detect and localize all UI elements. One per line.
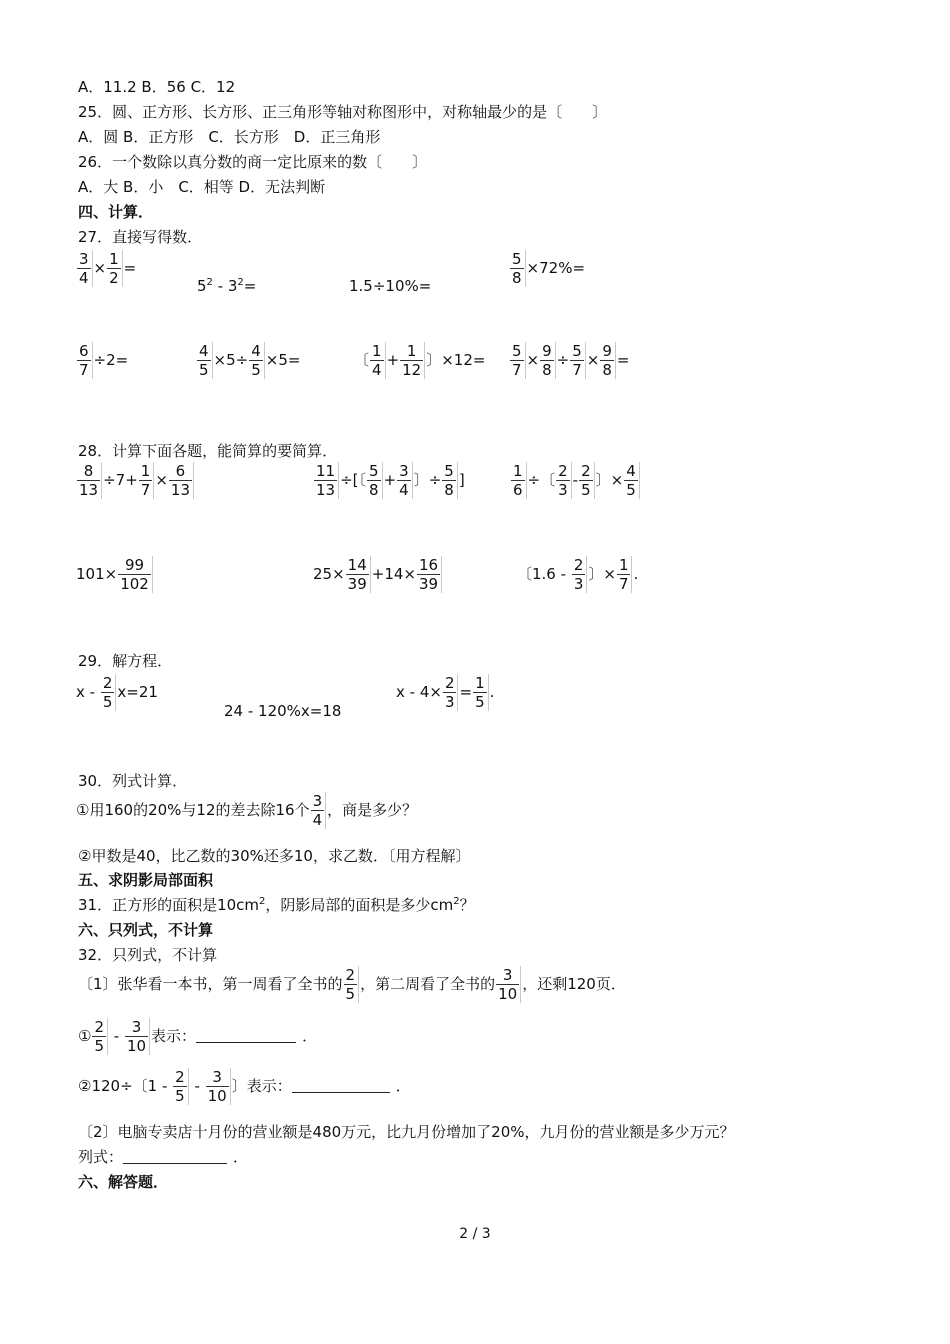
- q27-title: 27．直接写得数．: [78, 228, 203, 246]
- q29-expr-3: x - 4× $\frac{2}{3}$ = $\frac{1}{5}$ .: [396, 674, 495, 711]
- section-heading-5: 五、求阴影局部面积: [78, 871, 214, 889]
- page-number: 2 / 3: [459, 1226, 491, 1242]
- fraction: $\frac{3}{10}$: [496, 966, 521, 1003]
- q28-expr-3: $\frac{1}{6}$ ÷〔 $\frac{2}{3}$ - $\frac{2}{5}$ 〕× $\frac{4}{5}$: [510, 462, 641, 499]
- fraction: $\frac{9}{8}$: [540, 342, 556, 379]
- fraction: $\frac{2}{3}$: [572, 556, 588, 593]
- q30-part-1: ①用160的20%与12的差去除16个 $\frac{3}{4}$ ，商是多少？: [76, 792, 418, 829]
- fraction: $\frac{1}{5}$: [473, 674, 489, 711]
- fraction: $\frac{8}{13}$: [77, 462, 102, 499]
- answer-blank[interactable]: [123, 1149, 227, 1164]
- q31-text: 31．正方形的面积是$10cm^2$，阴影局部的面积是多少$cm^2$？: [78, 896, 475, 914]
- fraction: $\frac{5}{8}$: [442, 462, 458, 499]
- q28-expr-2: $\frac{11}{13}$ ÷[〔 $\frac{5}{8}$ + $\frac{3}{4}$ 〕÷ $\frac{5}{8}$ ]: [316, 462, 465, 499]
- q28-expr-5: 25× $\frac{14}{39}$ +14× $\frac{16}{39}$: [313, 556, 443, 593]
- q32-row-2: ②120÷〔1 - $\frac{2}{5}$ - $\frac{3}{10}$ 〕表示： ．: [78, 1068, 411, 1105]
- fraction: $\frac{2}{5}$: [101, 674, 117, 711]
- q27-expr-4: $\frac{5}{8}$ ×72%=: [512, 250, 586, 287]
- fraction: $\frac{6}{7}$: [77, 342, 93, 379]
- q27-expr-6: $\frac{4}{5}$ ×5÷ $\frac{4}{5}$ ×5=: [199, 342, 301, 379]
- fraction: $\frac{14}{39}$: [346, 556, 371, 593]
- fraction: $\frac{3}{4}$: [77, 250, 93, 287]
- q27-expr-3: 1.5÷10%=: [349, 277, 432, 295]
- q29-expr-2: 24 - 120%x=18: [224, 702, 342, 720]
- q32-sub-2-answer: 列式： ．: [78, 1148, 249, 1166]
- fraction: $\frac{2}{3}$: [556, 462, 572, 499]
- q27-expr-5: $\frac{6}{7}$ ÷2=: [79, 342, 129, 379]
- q32-sub-1: 〔1〕张华看一本书，第一周看了全书的 $\frac{2}{5}$ ，第二周看了全书的 $\frac{3}{10}$ ，还剩120页．: [78, 966, 626, 1003]
- fraction: $\frac{5}{8}$: [367, 462, 383, 499]
- section-heading-4: 四、计算．: [78, 203, 154, 221]
- fraction: $\frac{3}{4}$: [311, 792, 327, 829]
- q24-options: A．11.2 B．56 C．12: [78, 78, 236, 96]
- q32-sub-2: 〔2〕电脑专卖店十月份的营业额是480万元，比九月份增加了20%，九月份的营业额是多少万元？: [78, 1123, 735, 1141]
- fraction: $\frac{4}{5}$: [197, 342, 213, 379]
- q30-part-2: ②甲数是40，比乙数的30%还多10，求乙数．〔用方程解〕: [78, 847, 471, 865]
- fraction: $\frac{1}{12}$: [400, 342, 425, 379]
- section-heading-6a: 六、只列式，不计算: [78, 921, 214, 939]
- q28-expr-4: 101× $\frac{99}{102}$: [76, 556, 154, 593]
- fraction: $\frac{3}{4}$: [397, 462, 413, 499]
- fraction: $\frac{5}{7}$: [510, 342, 526, 379]
- fraction: $\frac{4}{5}$: [249, 342, 265, 379]
- fraction: $\frac{4}{5}$: [624, 462, 640, 499]
- q30-title: 30．列式计算．: [78, 772, 188, 790]
- fraction: $\frac{5}{7}$: [570, 342, 586, 379]
- fraction: $\frac{9}{8}$: [600, 342, 616, 379]
- q25-options: A．圆 B．正方形 C．长方形 D．正三角形: [78, 128, 381, 146]
- fraction: $\frac{1}{7}$: [139, 462, 155, 499]
- q25-stem: 25．圆、正方形、长方形、正三角形等轴对称图形中，对称轴最少的是〔 〕: [78, 103, 608, 121]
- q26-options: A．大 B．小 C．相等 D．无法判断: [78, 178, 326, 196]
- answer-blank[interactable]: [292, 1078, 390, 1093]
- q27-expr-1: $\frac{3}{4}$ × $\frac{1}{2}$ =: [79, 250, 137, 287]
- fraction: $\frac{1}{7}$: [617, 556, 633, 593]
- fraction: $\frac{2}{5}$: [579, 462, 595, 499]
- fraction: $\frac{99}{102}$: [118, 556, 153, 593]
- q28-expr-6: 〔1.6 - $\frac{2}{3}$ 〕× $\frac{1}{7}$ .: [517, 556, 639, 593]
- fraction: $\frac{16}{39}$: [417, 556, 442, 593]
- q32-row-1: ① $\frac{2}{5}$ - $\frac{3}{10}$ 表示： ．: [78, 1018, 318, 1055]
- fraction: $\frac{1}{6}$: [511, 462, 527, 499]
- q32-title: 32．只列式，不计算: [78, 946, 218, 964]
- q29-title: 29．解方程．: [78, 652, 173, 670]
- fraction: $\frac{2}{3}$: [443, 674, 459, 711]
- section-heading-6b: 六、解答题．: [78, 1173, 169, 1191]
- fraction: $\frac{1}{2}$: [107, 250, 123, 287]
- fraction: $\frac{3}{10}$: [125, 1018, 150, 1055]
- q28-title: 28．计算下面各题，能简算的要简算．: [78, 442, 338, 460]
- q27-expr-8: $\frac{5}{7}$ × $\frac{9}{8}$ ÷ $\frac{5}{7}$ × $\frac{9}{8}$ =: [512, 342, 630, 379]
- q27-expr-2: $5^2 - 3^2=$: [197, 277, 257, 295]
- fraction: $\frac{11}{13}$: [314, 462, 339, 499]
- fraction: $\frac{6}{13}$: [169, 462, 194, 499]
- q28-expr-1: $\frac{8}{13}$ ÷7+ $\frac{1}{7}$ × $\frac{6}{13}$: [76, 462, 195, 499]
- fraction: $\frac{2}{5}$: [173, 1068, 189, 1105]
- fraction: $\frac{2}{5}$: [344, 966, 360, 1003]
- q27-expr-7: 〔 $\frac{1}{4}$ + $\frac{1}{12}$ 〕×12=: [354, 342, 486, 379]
- fraction: $\frac{1}{4}$: [370, 342, 386, 379]
- fraction: $\frac{3}{10}$: [206, 1068, 231, 1105]
- q29-expr-1: x - $\frac{2}{5}$ x=21: [76, 674, 158, 711]
- q26-stem: 26．一个数除以真分数的商一定比原来的数〔 〕: [78, 153, 428, 171]
- answer-blank[interactable]: [196, 1028, 296, 1043]
- fraction: $\frac{5}{8}$: [510, 250, 526, 287]
- fraction: $\frac{2}{5}$: [92, 1018, 108, 1055]
